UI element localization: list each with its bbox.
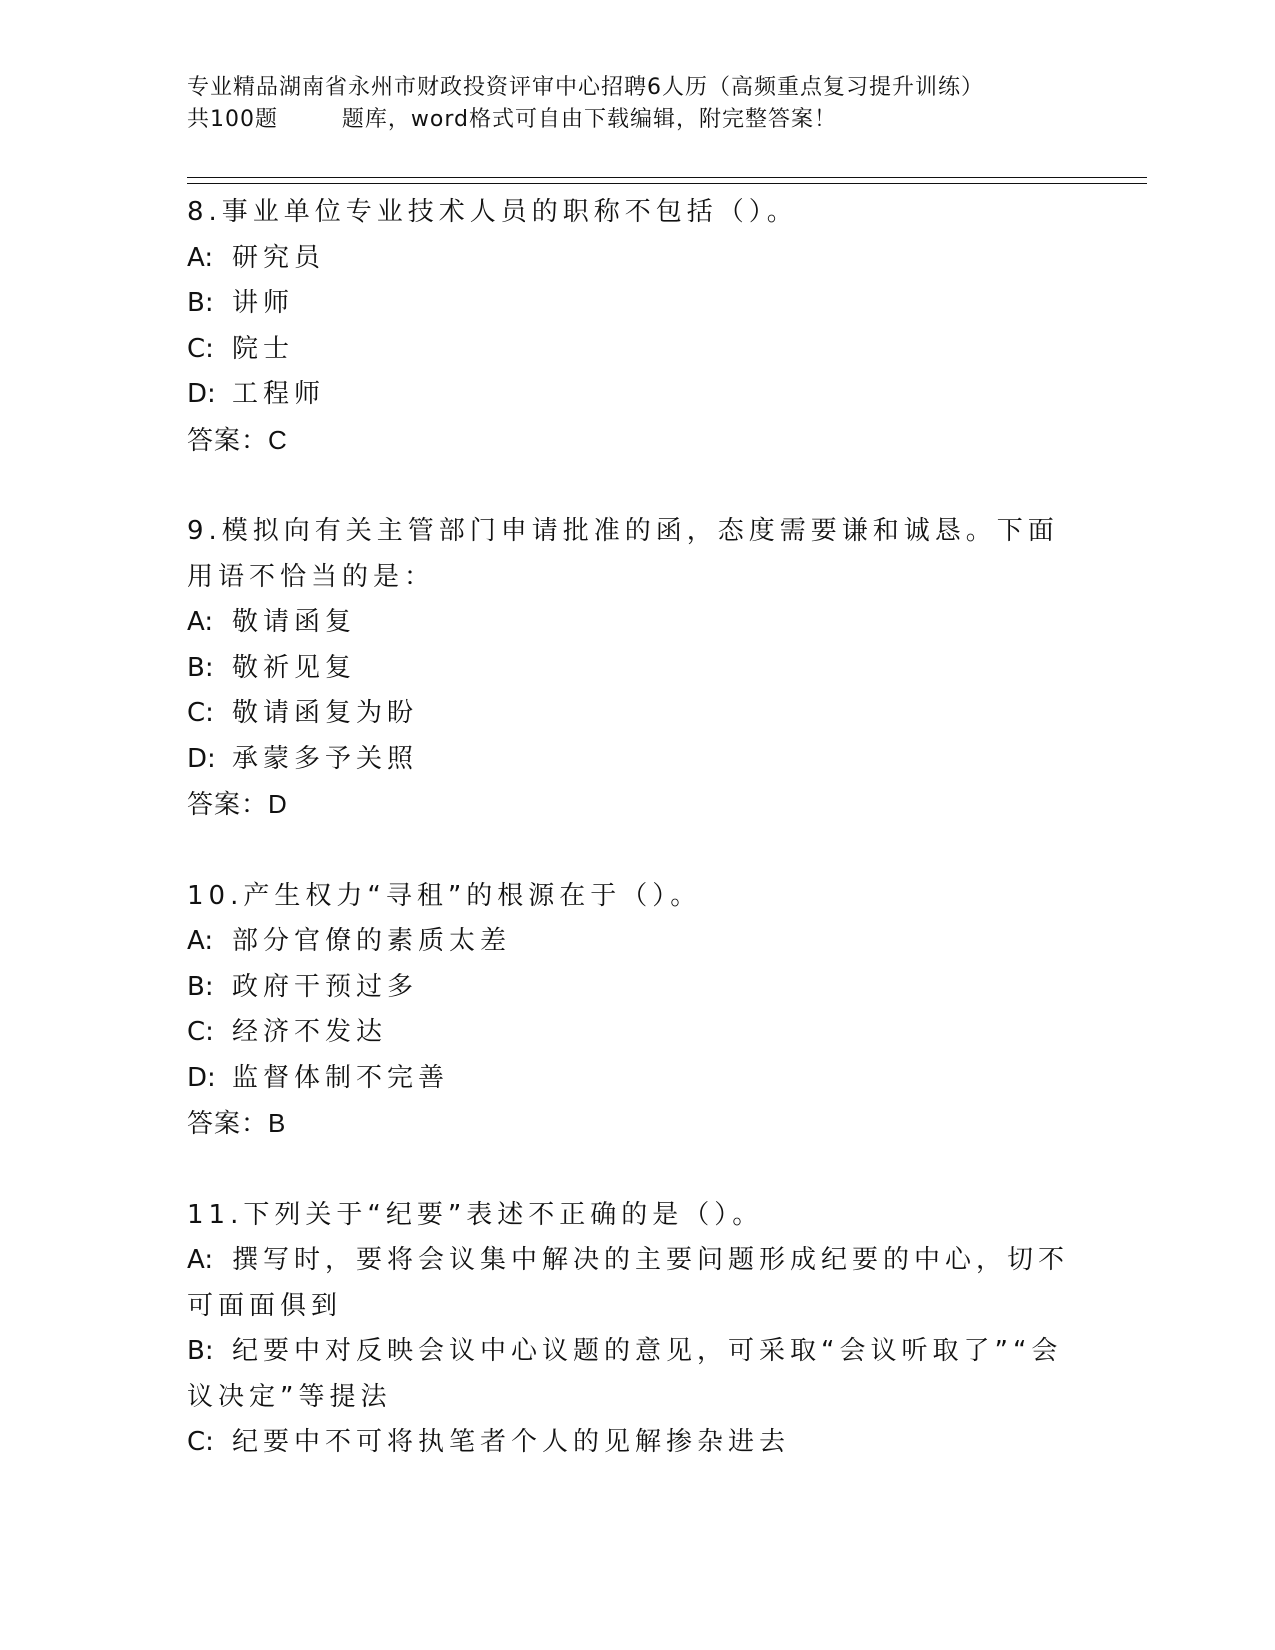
option-text: 研究员	[232, 242, 326, 273]
option-label: B:	[187, 288, 214, 318]
option-text: 监督体制不完善	[232, 1062, 450, 1093]
option-text: 讲师	[232, 288, 295, 318]
option-d	[187, 372, 1087, 418]
question-text: 10.产生权力“寻租”的根源在于（）。	[187, 880, 702, 911]
option-label: A:	[187, 607, 214, 637]
option-text: 经济不发达	[232, 1017, 388, 1047]
option-c	[187, 691, 1087, 737]
option-c	[187, 327, 1087, 373]
question-8	[187, 190, 1087, 463]
option-label: C:	[187, 1427, 214, 1457]
option-b	[187, 965, 1087, 1011]
question-9	[187, 509, 1087, 828]
option-a	[187, 1238, 1087, 1329]
option-text: 政府干预过多	[232, 971, 419, 1002]
option-text: 纪要中对反映会议中心议题的意见，可采取“会议听取了”“会议决定”等提法	[187, 1336, 1063, 1412]
option-b	[187, 281, 1087, 327]
header-rule-top	[187, 177, 1147, 178]
option-label: A:	[187, 926, 214, 956]
option-label: C:	[187, 333, 214, 364]
option-text: 敬请函复为盼	[232, 698, 419, 728]
option-text: 敬请函复	[232, 607, 357, 637]
question-11	[187, 1193, 1087, 1466]
document-header	[187, 72, 1147, 136]
option-label: C:	[187, 1017, 214, 1047]
question-list	[187, 190, 1087, 1512]
answer: 答案：C	[187, 424, 288, 455]
option-text: 工程师	[232, 379, 326, 409]
option-text: 部分官僚的素质太差	[232, 926, 512, 956]
option-label: A:	[187, 1245, 214, 1275]
option-label: D:	[187, 379, 216, 409]
answer: 答案：D	[187, 789, 288, 819]
option-text: 纪要中不可将执笔者个人的见解掺杂进去	[232, 1427, 791, 1457]
header-line-1: 专业精品湖南省永州市财政投资评审中心招聘6人历（高频重点复习提升训练）	[187, 75, 984, 100]
option-c	[187, 1010, 1087, 1056]
option-a	[187, 236, 1087, 282]
option-text: 敬祈见复	[232, 652, 357, 683]
option-label: D:	[187, 1062, 216, 1093]
option-label: B:	[187, 1336, 214, 1366]
option-c	[187, 1420, 1087, 1466]
question-10	[187, 874, 1087, 1147]
option-text: 承蒙多予关照	[232, 743, 419, 774]
option-d	[187, 1056, 1087, 1102]
option-label: B:	[187, 652, 214, 683]
question-text: 9.模拟向有关主管部门申请批准的函，态度需要谦和诚恳。下面用语不恰当的是：	[187, 516, 1059, 592]
option-label: D:	[187, 743, 216, 774]
option-text: 撰写时，要将会议集中解决的主要问题形成纪要的中心，切不可面面俱到	[187, 1245, 1070, 1321]
question-text: 11.下列关于“纪要”表述不正确的是（）。	[187, 1199, 764, 1230]
option-label: A:	[187, 242, 214, 273]
option-label: B:	[187, 971, 214, 1002]
answer: 答案：B	[187, 1108, 287, 1138]
option-a	[187, 919, 1087, 965]
option-a	[187, 600, 1087, 646]
option-text: 院士	[232, 333, 295, 364]
option-d	[187, 737, 1087, 783]
question-text: 8.事业单位专业技术人员的职称不包括（）。	[187, 197, 798, 227]
option-b	[187, 1329, 1087, 1420]
header-line-2: 共100题 题库，word格式可自由下载编辑，附完整答案！	[187, 107, 838, 132]
option-b	[187, 646, 1087, 692]
option-label: C:	[187, 698, 214, 728]
header-rule-bottom	[187, 183, 1147, 184]
